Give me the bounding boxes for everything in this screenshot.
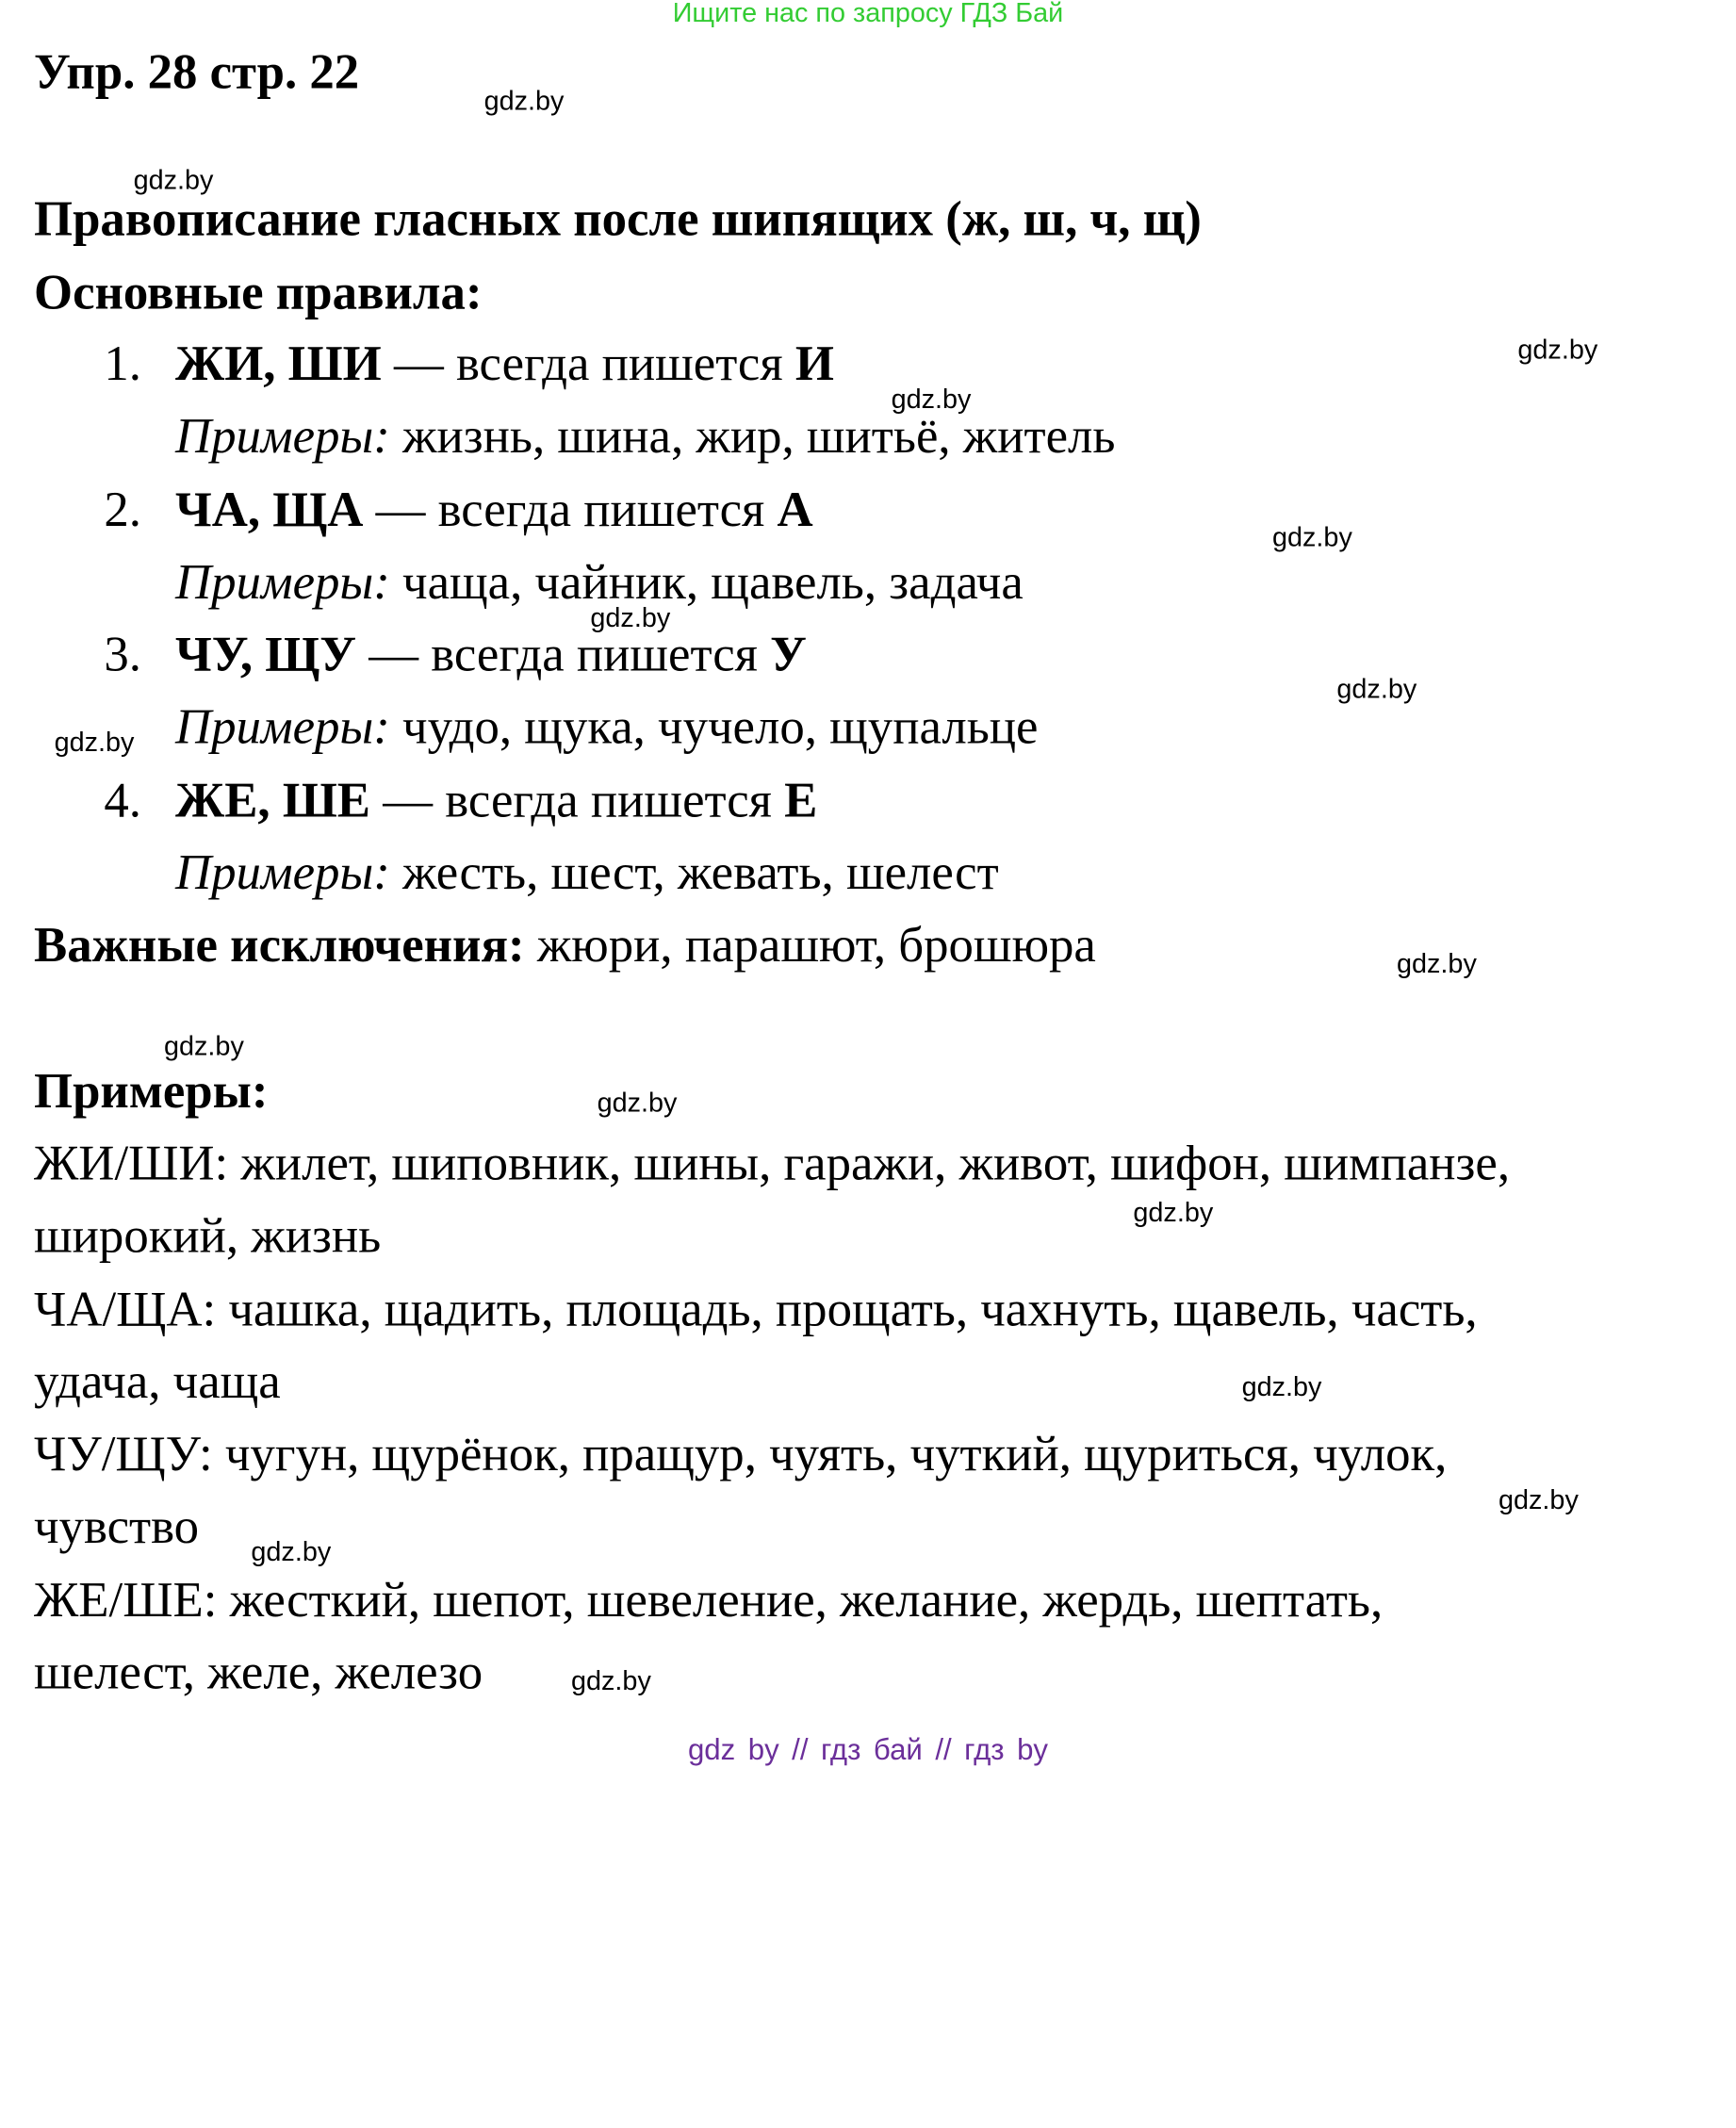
examples-title: Примеры: [34,1063,269,1119]
rule-examples [175,408,1116,465]
rule-letter: И [794,336,834,392]
examples-label: Примеры: [175,554,390,610]
watermark: gdz.by [1499,1484,1579,1516]
watermark: gdz.by [1517,335,1598,366]
exceptions-label: Важные исключения: [34,917,525,973]
rule-number: 3. [104,626,141,682]
watermark: gdz.by [1397,948,1477,980]
rule-line [175,772,818,828]
rule-number: 4. [104,772,141,828]
example-line: удача, чаща [34,1353,281,1410]
rule-number: 1. [104,336,141,392]
example-line: ЧА/ЩА: чашка, щадить, площадь, прощать, чахнуть, щавель, часть, [34,1281,1478,1337]
watermark: gdz.by [571,1665,651,1697]
example-line: широкий, жизнь [34,1207,382,1264]
watermark: gdz.by [483,86,565,117]
examples-label: Примеры: [175,408,390,465]
watermark: gdz.by [590,602,671,633]
rule-syllables: ЧА, ЩА [175,482,364,537]
rule-syllables: ЖИ, ШИ [175,336,382,392]
example-line: шелест, желе, железо [34,1644,483,1700]
examples-text: жизнь, шина, жир, шитьё, житель [389,408,1116,465]
examples-label: Примеры: [175,698,390,755]
watermark: gdz.by [133,165,214,196]
examples-text: жесть, шест, жевать, шелест [389,844,999,901]
watermark: gdz.by [164,1031,244,1062]
examples-text: чаща, чайник, щавель, задача [389,554,1024,610]
rule-dash-text: — всегда пишется [356,626,771,682]
example-line: ЖЕ/ШЕ: жесткий, шепот, шевеление, желание, жердь, шептать, [34,1572,1384,1628]
example-line: ЧУ/ЩУ: чугун, щурёнок, пращур, чуять, чуткий, щуриться, чулок, [34,1426,1448,1482]
rule-line [175,626,807,682]
rule-letter: У [770,626,807,682]
exceptions-text: жюри, парашют, брошюра [524,917,1096,973]
rule-line [175,336,834,392]
watermark: gdz.by [1336,674,1417,705]
example-line: чувство [34,1498,200,1554]
watermark: gdz.by [1133,1197,1214,1229]
rule-dash-text: — всегда пишется [363,482,778,537]
rule-letter: Е [784,772,818,828]
examples-text: чудо, щука, чучело, щупальце [389,698,1039,755]
rule-number: 2. [104,482,141,537]
rule-dash-text: — всегда пишется [381,336,795,392]
watermark: gdz.by [891,385,972,416]
watermark: gdz.by [54,727,135,759]
search-banner[interactable]: Ищите нас по запросу ГДЗ Бай [672,0,1064,29]
watermark: gdz.by [251,1536,332,1568]
rule-syllables: ЧУ, ЩУ [175,626,357,682]
rule-examples [175,844,999,901]
watermark: gdz.by [597,1088,678,1119]
footer-links[interactable]: gdz by // гдз бай // гдз by [687,1732,1049,1767]
examples-label: Примеры: [175,844,390,901]
watermark: gdz.by [1241,1371,1322,1402]
example-line: ЖИ/ШИ: жилет, шиповник, шины, гаражи, живот, шифон, шимпанзе, [34,1135,1511,1191]
watermark: gdz.by [1272,522,1352,553]
rule-examples [175,554,1024,610]
rule-examples [175,698,1039,755]
rule-letter: А [777,482,813,537]
rule-dash-text: — всегда пишется [370,772,785,828]
rule-syllables: ЖЕ, ШЕ [175,772,371,828]
rule-line [175,482,813,537]
section-heading: Правописание гласных после шипящих (ж, ш, ч, щ) [34,190,1202,247]
exceptions-line [34,917,1096,973]
rules-title: Основные правила: [34,264,483,320]
exercise-title: Упр. 28 стр. 22 [34,43,360,100]
